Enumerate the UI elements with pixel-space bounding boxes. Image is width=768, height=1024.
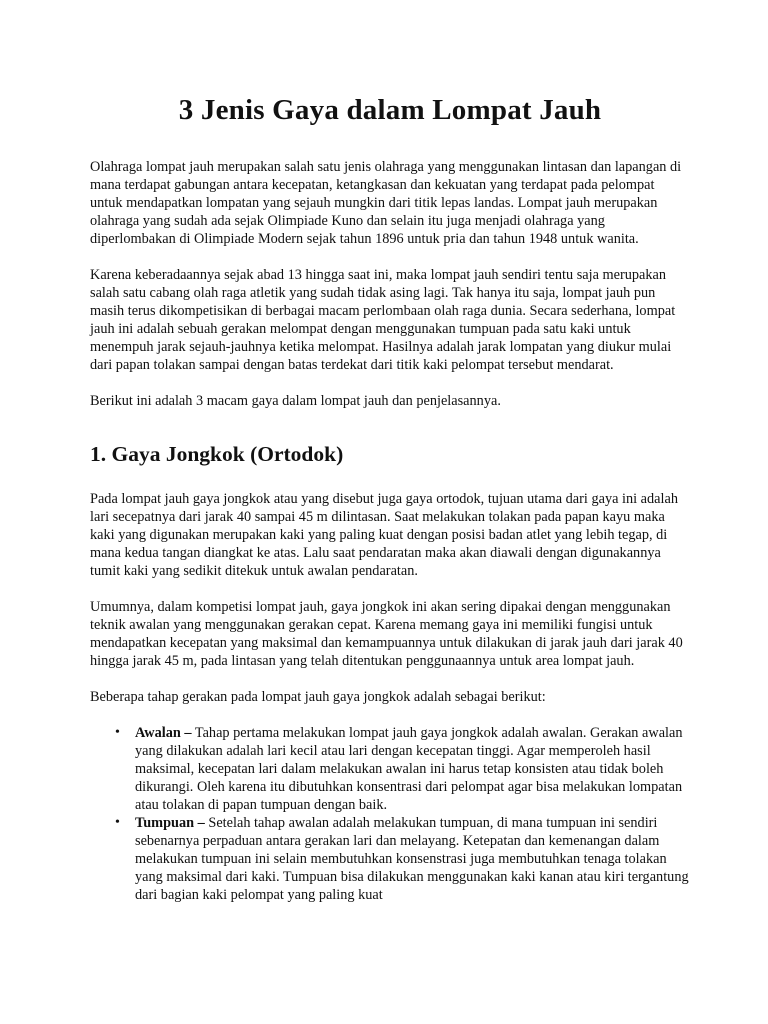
- bullet-icon: •: [115, 815, 120, 830]
- list-item-awalan: [115, 724, 690, 814]
- intro-paragraph-1: Olahraga lompat jauh merupakan salah satu jenis olahraga yang menggunakan lintasan dan lapangan di mana terdapat gabungan antara kecepatan, ketangkasan dan kekuatan yang terdapat pada pelompat untuk mendapatkan lompatan yang sejauh mungkin dari titik lepas landas. Lompat jauh merupakan olahraga yang sudah ada sejak Olimpiade Kuno dan selain itu juga menjadi olahraga yang diperlombakan di Olimpiade Modern sejak tahun 1896 untuk pria dan tahun 1948 untuk wanita.: [90, 159, 682, 247]
- document-page: [90, 92, 690, 904]
- stages-list: [90, 724, 690, 904]
- list-item-tumpuan: [115, 814, 690, 904]
- list-item-term: Awalan –: [135, 725, 192, 741]
- list-item-term: Tumpuan –: [135, 815, 205, 831]
- intro-paragraph-3: Berikut ini adalah 3 macam gaya dalam lompat jauh dan penjelasannya.: [90, 393, 501, 409]
- list-item-text: Tahap pertama melakukan lompat jauh gaya jongkok adalah awalan. Gerakan awalan yang dilakukan adalah lari kecil atau lari dengan kecepatan tinggi. Agar memperoleh hasil maksimal, kecepatan lari dalam melakukan awalan ini harus tetap konsisten atau tidak boleh dikurangi. Oleh karena itu dibutuhkan konsentrasi dari pelompat agar bisa melakukan lompatan atau tolakan di papan tumpuan dengan baik.: [135, 725, 683, 813]
- section1-paragraph-3: Beberapa tahap gerakan pada lompat jauh gaya jongkok adalah sebagai berikut:: [90, 689, 546, 705]
- intro-paragraph-2: Karena keberadaannya sejak abad 13 hingga saat ini, maka lompat jauh sendiri tentu saja merupakan salah satu cabang olah raga atletik yang sudah tidak asing lagi. Tak hanya itu saja, lompat jauh pun masih terus dikompetisikan di berbagai macam perlombaan olah raga dunia. Secara sederhana, lompat jauh ini adalah sebuah gerakan melompat dengan menggunakan tumpuan pada satu kaki untuk menempuh jarak sejauh-jauhnya ketika melompat. Hasilnya adalah jarak lompatan yang diukur mulai dari papan tolakan sampai dengan batas terdekat dari titik kaki pelompat tersebut mendarat.: [90, 267, 676, 373]
- list-item-text: Setelah tahap awalan adalah melakukan tumpuan, di mana tumpuan ini sendiri sebenarnya perpaduan antara gerakan lari dan melayang. Ketepatan dan kemenangan dalam melakukan tumpuan ini selain membutuhkan konsenstrasi juga membutuhkan tenaga tolakan yang maksimal dari kaki. Tumpuan bisa dilakukan menggunakan kaki kanan atau kiri tergantung dari bagian kaki pelompat yang paling kuat: [135, 815, 689, 903]
- document-title: 3 Jenis Gaya dalam Lompat Jauh: [178, 94, 602, 126]
- section1-paragraph-2: Umumnya, dalam kompetisi lompat jauh, gaya jongkok ini akan sering dipakai dengan menggunakan teknik awalan yang menggunakan gerakan cepat. Karena memang gaya ini memiliki fungisi untuk mendapatkan kecepatan yang maksimal dan kemampuannya untuk dilakukan di jarak jauh dari jarak 40 hingga jarak 45 m, pada lintasan yang telah ditentukan penggunaannya untuk area lompat jauh.: [90, 599, 683, 669]
- bullet-icon: •: [115, 725, 120, 740]
- section1-paragraph-1: Pada lompat jauh gaya jongkok atau yang disebut juga gaya ortodok, tujuan utama dari gaya ini adalah lari secepatnya dari jarak 40 sampai 45 m dilintasan. Saat melakukan tolakan pada papan kayu maka kaki yang digunakan merupakan kaki yang paling kuat dengan posisi badan atlet yang lebih tegap, di mana kedua tangan diangkat ke atas. Lalu saat pendaratan maka akan diawali dengan digunakannya tumit kaki yang sedikit ditekuk untuk awalan pendaratan.: [90, 491, 678, 579]
- section-heading-gaya-jongkok: 1. Gaya Jongkok (Ortodok): [90, 442, 344, 466]
